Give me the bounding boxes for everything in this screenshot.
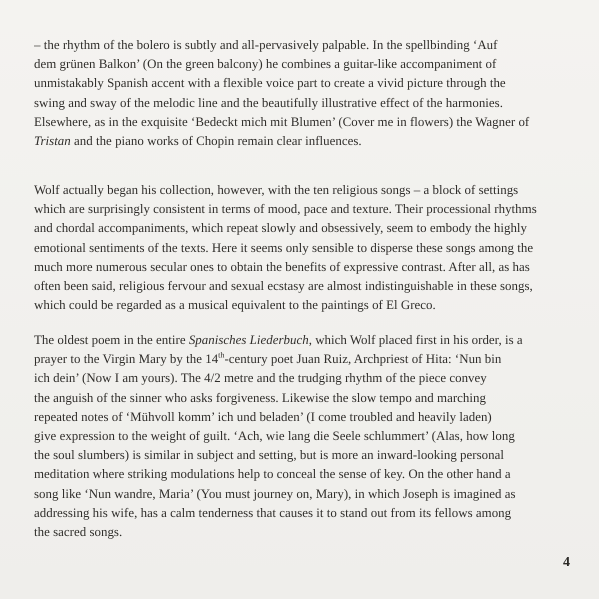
text-line: which could be regarded as a musical equivalent to the paintings of El Greco. <box>34 298 436 313</box>
text-line: the sacred songs. <box>34 525 123 540</box>
text-line-fragment: prayer to the Virgin Mary by the 14 <box>34 352 219 367</box>
text-line-fragment: and the piano works of Chopin remain clear influences. <box>70 134 362 149</box>
page-number: 4 <box>563 555 570 570</box>
text-line: ich dein’ (Now I am yours). The 4/2 metre and the trudging rhythm of the piece convey <box>34 371 487 386</box>
text-line: Elsewhere, as in the exquisite ‘Bedeckt mich mit Blumen’ (Cover me in flowers) the Wagner of <box>34 114 530 129</box>
text-line: swing and sway of the melodic line and the beautifully illustrative effect of the harmonies. <box>34 95 503 110</box>
text-line-fragment: , which Wolf placed first in his order, is a <box>308 333 523 347</box>
superscript-ordinal: th <box>218 350 225 360</box>
text-line: and chordal accompaniments, which repeat slowly and obsessively, seem to embody the highly <box>34 221 528 236</box>
text-line: much more numerous secular ones to obtain the benefits of expressive contrast. After all, as has <box>34 259 530 274</box>
text-line: Wolf actually began his collection, however, with the ten religious songs – a block of settings <box>34 183 519 197</box>
text-line: – the rhythm of the bolero is subtly and all-pervasively palpable. In the spellbinding ‘Auf <box>34 38 498 52</box>
text-line: meditation where striking modulations help to conceal the sense of key. On the other hand a <box>34 467 511 482</box>
paragraph-bolero-balkon <box>34 36 564 151</box>
italic-work-title: Tristan <box>34 134 71 149</box>
paragraph-oldest-poem <box>34 331 564 542</box>
text-line: repeated notes of ‘Mühvoll komm’ ich und beladen’ (I come troubled and heavily laden) <box>34 409 492 424</box>
text-line: the soul slumbers) is similar in subject and setting, but is more an inward-looking personal <box>34 448 504 463</box>
paragraph-religious-songs <box>34 181 564 315</box>
text-line-with-superscript <box>34 350 564 369</box>
text-line: often been said, religious fervour and sexual ecstasy are almost indistinguishable in these songs, <box>34 279 533 294</box>
text-line: unmistakably Spanish accent with a flexible voice part to create a vivid picture through the <box>34 76 506 91</box>
text-line: addressing his wife, has a calm tenderness that causes it to stand out from its fellows among <box>34 505 512 520</box>
text-line: give expression to the weight of guilt. ‘Ach, wie lang die Seele schlummert’ (Alas, how long <box>34 429 515 444</box>
text-line-fragment: The oldest poem in the entire <box>34 333 189 347</box>
text-line-with-italic <box>34 331 564 350</box>
text-line: which are surprisingly consistent in terms of mood, pace and texture. Their processional rhythms <box>34 202 537 217</box>
text-line: dem grünen Balkon’ (On the green balcony) he combines a guitar-like accompaniment of <box>34 57 497 72</box>
text-line: the anguish of the sinner who asks forgiveness. Likewise the slow tempo and marching <box>34 390 486 405</box>
text-line-fragment: -century poet Juan Ruiz, Archpriest of Hita: ‘Nun bin <box>224 352 502 367</box>
text-line-with-italic <box>34 132 564 151</box>
text-line: emotional sentiments of the texts. Here it seems only sensible to disperse these songs among the <box>34 240 534 255</box>
italic-work-title: Spanisches Liederbuch <box>188 333 309 347</box>
text-line: song like ‘Nun wandre, Maria’ (You must journey on, Mary), in which Joseph is imagined as <box>34 486 516 501</box>
